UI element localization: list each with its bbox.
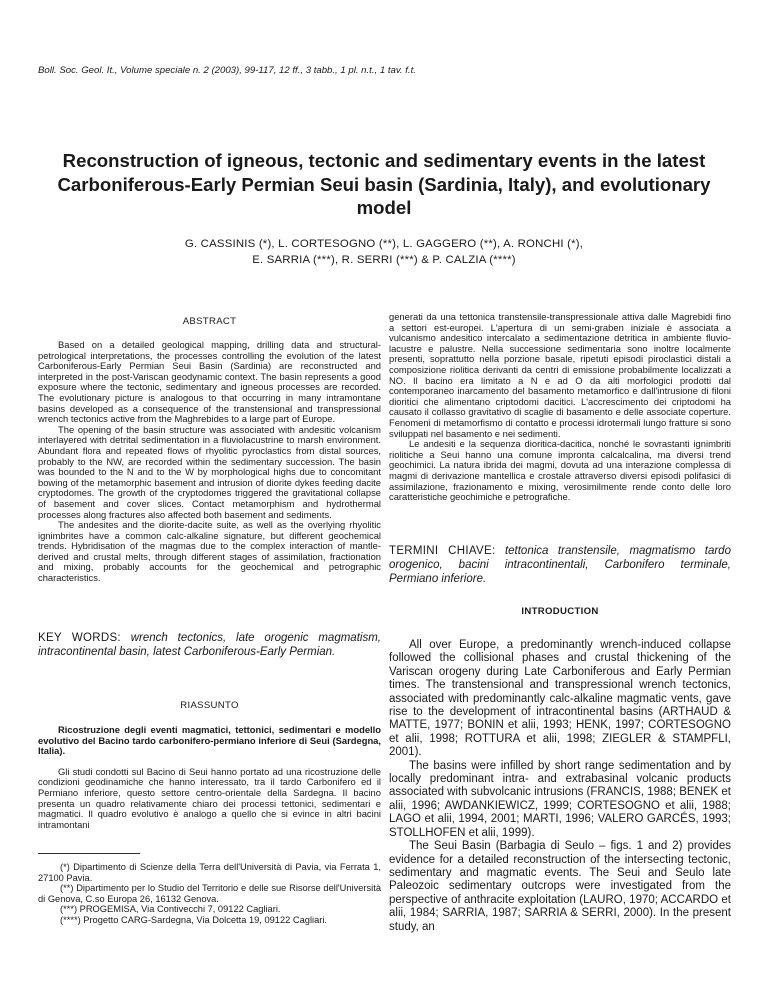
keywords-block-en xyxy=(38,631,381,659)
footnote: (****) Progetto CARG-Sardegna, Via Dolcetta 19, 09122 Cagliari. xyxy=(60,914,327,925)
footnote: (**) Dipartimento per lo Studio del Territorio e delle sue Risorse dell'Università di Genova, C.so Europa 26, 16132 Genova. xyxy=(38,883,381,904)
riassunto-paragraph: Le andesiti e la sequenza dioritica-dacitica, nonché le sovrastanti ignimbriti riolitiche a Seui hanno una comune impronta calcalcalina, ma diversi trend geochimici. La natura ibrida dei magmi, dovuta ad una interazione complessa di magmi di derivazione mantellica e crostale attraverso diversi episodi polifasici di assimilazione, frazionamento e mixing, verosimilmente rende conto delle loro caratteristiche geochimiche e petrografiche. xyxy=(389,438,731,503)
riassunto-body-cont xyxy=(389,312,731,503)
abstract-paragraph: The andesites and the diorite-dacite suite, as well as the overlying rhyolitic ignimbrites have a common calc-alkaline signature, but different geochemical trends. Hybridisation of the magmas due to the complex interaction of mantle-derived and crustal melts, through different stages of assimilation, fractionation and mixing, probably accounts for the geochemical and petrographic characteristics. xyxy=(38,519,381,584)
introduction-paragraph: All over Europe, a predominantly wrench-induced collapse followed the collisional phases and crustal thickening of the Variscan orogeny during Late Carboniferous and Early Permian times. The transtensional and transpressional wrench tectonics, associated with predominantly calc-alkaline magmatic vents, gave rise to the development of intracontinental basins (ARTHAUD & MATTE, 1977; BONIN et alii, 1993; HENK, 1997; CORTESOGNO et alii, 1998; ROTTURA et alii, 1998; ZIEGLER & STAMPFLI, 2001). xyxy=(389,639,731,759)
introduction-body xyxy=(389,639,731,934)
riassunto-title: Ricostruzione degli eventi magmatici, tettonici, sedimentari e modello evolutivo del Bacino tardo carbonifero-permiano inferiore di Seui (Sardegna, Italia). xyxy=(38,724,381,757)
footnote: (***) PROGEMISA, Via Contivecchi 7, 09122 Cagliari. xyxy=(60,904,281,915)
riassunto-paragraph: Gli studi condotti sul Bacino di Seui hanno portato ad una ricostruzione delle condizioni geodinamiche che hanno interessato, tra il tardo Carbonifero ed il Permiano inferiore, questo settore centro-orientale della Sardegna. Il bacino presenta un quadro relativamente chiaro dei processi tettonici, sedimentari e magmatici. Il quadro evolutivo è analogo a quello che si evince in altri bacini intramontani xyxy=(38,765,381,830)
introduction-heading: INTRODUCTION xyxy=(521,606,599,617)
author-list xyxy=(40,236,728,268)
introduction-paragraph: The Seui Basin (Barbagia di Seulo – figs. 1 and 2) provides evidence for a detailed reconstruction of the intersecting tectonic, sedimentary and magmatic events. The Seui and Seulo late Paleozoic sedimentary outcrops were investigated from the perspective of anthracite exploitation (LAURO, 1970; ACCARDO et alii, 1984; SARRIA, 1987; SARRIA & SERRI, 2000). In the present study, an xyxy=(389,840,731,933)
author-line-2: E. SARRIA (***), R. SERRI (***) & P. CALZIA (****) xyxy=(252,254,516,266)
termini-block xyxy=(389,544,731,586)
riassunto-continuation-text: generati da una tettonica transtensile-transpressionale attiva dalle Magrebidi fino a settori est-europei. L'apertura di un semi-graben iniziale è associata a vulcanismo andesitico intercalato a sedimentazione detritica in ambiente fluvio-lacustre e palustre. Nella successione sedimentaria sono inoltre localmente presenti, soprattutto nella porzione basale, ripetuti episodi piroclastici distali a composizione riolitica derivanti da centri di emissione probabilmente localizzati a NO. Il bacino era limitato a N e ad O da alti morfologici prodotti dal contemporaneo inarcamento del basamento metamorfico e dall'intrusione di filoni dioritici che alimentano criptodomi dacitici. L'accrescimento dei criptodomi ha causato il collasso gravitativo di scaglie di basamento e delle associate coperture. Fenomeni di metamorfismo di contatto e processi idrotermali lungo fratture si sono sviluppati nel basamento e nei sedimenti. xyxy=(389,311,731,439)
paper-title: Reconstruction of igneous, tectonic and sedimentary events in the latest Carboniferous-Early Permian Seui basin (Sardinia, Italy), and evolutionary model xyxy=(57,150,711,218)
introduction-section xyxy=(389,606,731,934)
footnote: (*) Dipartimento di Scienze della Terra dell'Università di Pavia, via Ferrata 1, 27100 Pavia. xyxy=(38,862,381,883)
keywords-text: wrench tectonics, late orogenic magmatism, intracontinental basin, latest Carboniferous-Early Permian. xyxy=(38,632,381,658)
riassunto-body xyxy=(38,767,381,831)
termini-text: tettonica transtensile, magmatismo tardo orogenico, bacini intracontinentali, Carbonifero terminale, Permiano inferiore. xyxy=(389,545,731,585)
riassunto-continuation xyxy=(389,312,731,503)
journal-header: Boll. Soc. Geol. It., Volume speciale n. 2 (2003), 99-117, 12 ff., 3 tabb., 1 pl. n.t., 1 tav. f.t. xyxy=(38,65,416,76)
footnote-rule xyxy=(38,853,140,854)
abstract-body xyxy=(38,340,381,584)
riassunto-heading: RIASSUNTO xyxy=(180,700,239,711)
abstract-paragraph: The opening of the basin structure was associated with andesitic volcanism interlayered with detrital sedimentation in a fluviolacustrine to marsh environment. Abundant flora and repeated flows of rhyolitic pyroclastics from distal sources, probably to the NW, are recorded within the sedimentary succession. The basin was bounded to the N and to the W by morphological highs due to concomitant bowing of the metamorphic basement and intrusion of diorite dykes feeding dacite cryptodomes. The growth of the cryptodomes triggered the gravitational collapse of basement and cover slices. Contact metamorphism and hydrothermal processes along fractures also affected both basement and sediments. xyxy=(38,423,381,520)
abstract-paragraph: Based on a detailed geological mapping, drilling data and structural-petrological interpretations, the processes controlling the evolution of the latest Carboniferous-Early Permian Seui Basin (Sardinia) are reconstructed and interpreted in the post-Variscan geodynamic context. The basin represents a good exposure where the tectonic, sedimentary and igneous processes are recorded. The evolutionary picture is analogous to that occurring in many intramontane basins developed as a consequence of the transtensional and transpressional wrench tectonics active from the Maghrebides to a large part of Europe. xyxy=(38,339,381,425)
affiliation-footnotes xyxy=(38,862,381,926)
keywords-label: KEY WORDS: xyxy=(38,632,121,644)
riassunto-section xyxy=(38,700,381,830)
abstract-heading: ABSTRACT xyxy=(182,316,237,327)
termini-label: TERMINI CHIAVE: xyxy=(389,545,496,557)
author-line-1: G. CASSINIS (*), L. CORTESOGNO (**), L. GAGGERO (**), A. RONCHI (*), xyxy=(184,238,584,250)
abstract-section xyxy=(38,316,381,584)
introduction-paragraph: The basins were infilled by short range sedimentation and by locally predominant intra- and extrabasinal volcanic products associated with subvolcanic intrusions (FRANCIS, 1988; BENEK et alii, 1996; AWDANKIEWICZ, 1999; CORTESOGNO et alii, 1988; LAGO et alii, 1994, 2001; MARTI, 1996; VALERO GARCÉS, 1993; STOLLHOFEN et alii, 1999). xyxy=(389,759,731,839)
